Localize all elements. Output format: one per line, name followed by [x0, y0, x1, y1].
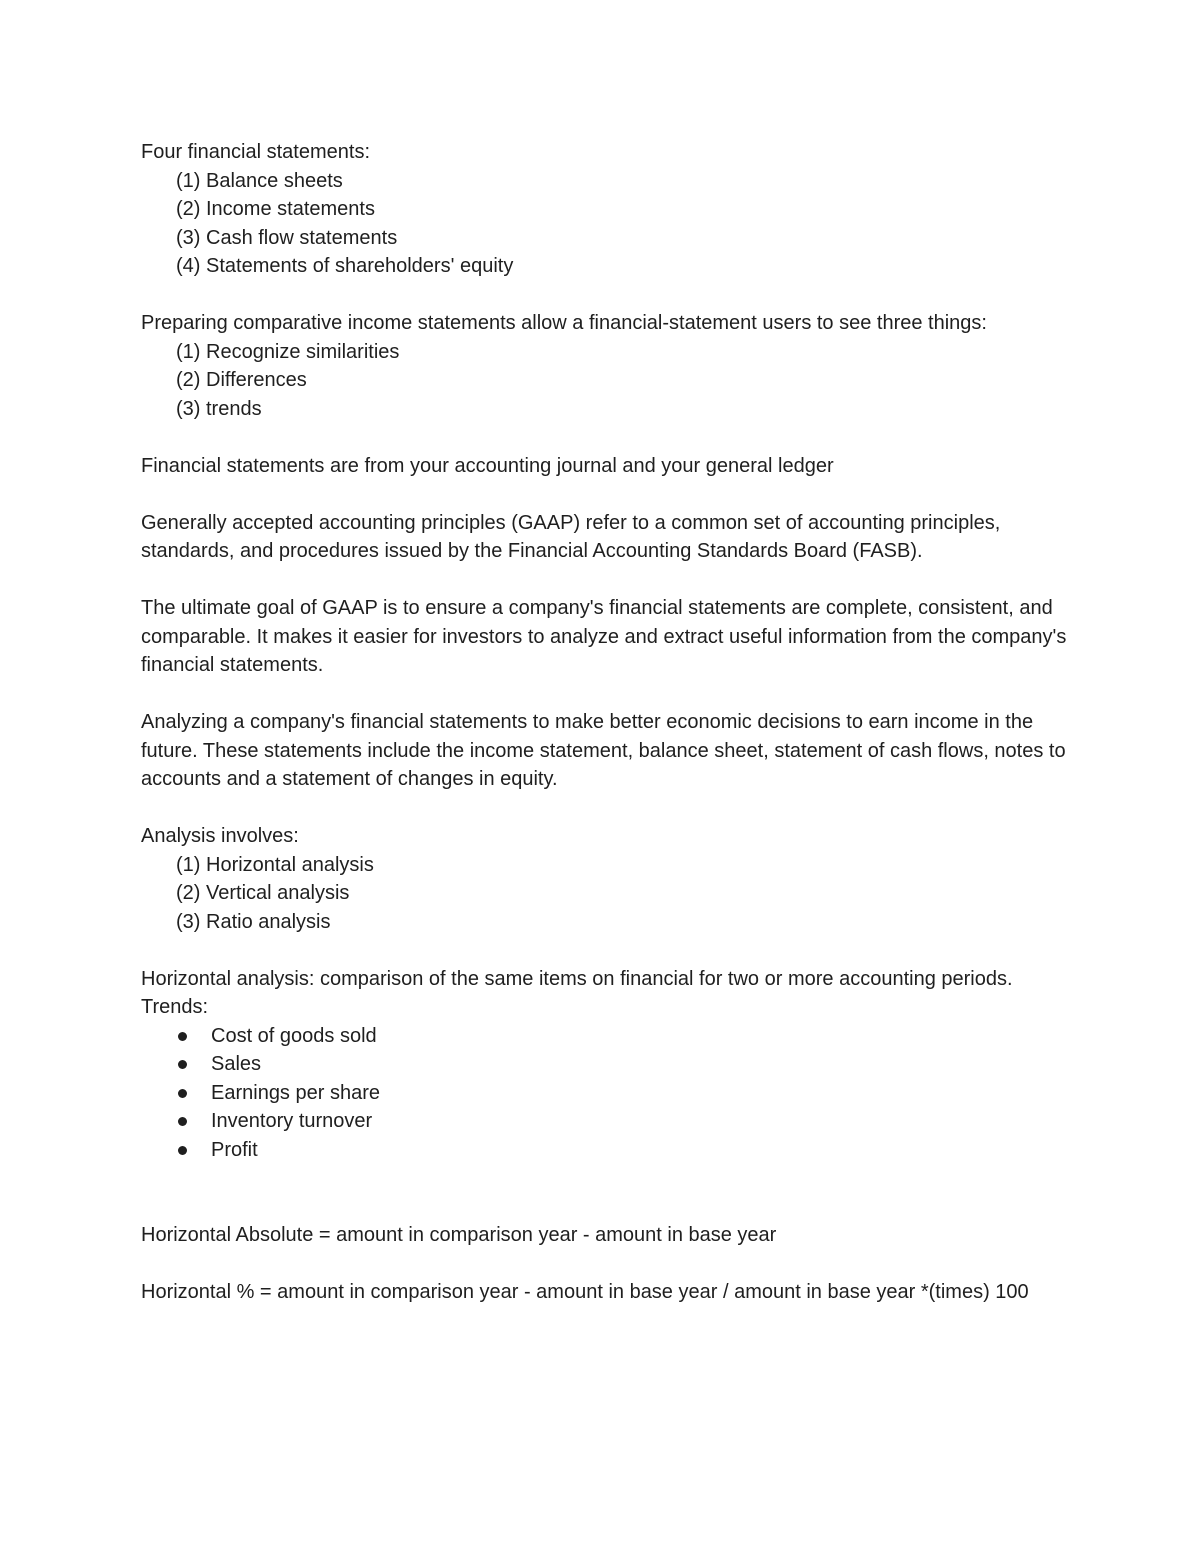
list-item: (1) Balance sheets — [176, 169, 343, 192]
list-item-text: Inventory turnover — [211, 1110, 373, 1132]
spacer — [141, 480, 1076, 509]
spacer — [141, 936, 1076, 965]
statements-list — [141, 167, 1076, 281]
list-item: (3) Cash flow statements — [176, 226, 398, 249]
spacer — [141, 1250, 1076, 1279]
analysis-list — [141, 851, 1076, 937]
bullet-icon — [178, 1089, 187, 1098]
list-item: (4) Statements of shareholders' equity — [176, 255, 514, 277]
comparative-heading: Preparing comparative income statements allow a financial-statement users to see three things: — [141, 312, 987, 334]
spacer — [141, 1164, 1076, 1221]
formula-absolute: Horizontal Absolute = amount in comparison year - amount in base year — [141, 1224, 777, 1246]
spacer — [141, 566, 1076, 595]
horizontal-definition: Horizontal analysis: comparison of the same items on financial for two or more accounting periods. — [141, 967, 1013, 990]
list-item: (1) Recognize similarities — [176, 340, 400, 363]
spacer — [141, 423, 1076, 452]
list-item — [141, 1107, 1076, 1136]
bullet-icon — [178, 1117, 187, 1126]
list-item: (3) Ratio analysis — [176, 910, 331, 933]
list-item-text: Profit — [211, 1138, 258, 1161]
spacer — [141, 281, 1076, 310]
list-item: (2) Vertical analysis — [176, 882, 350, 904]
list-item — [141, 1136, 1076, 1165]
formula-percent: Horizontal % = amount in comparison year - amount in base year / amount in base year *(times) 100 — [141, 1281, 1029, 1303]
bullet-icon — [178, 1060, 187, 1069]
analysis-heading: Analysis involves: — [141, 825, 299, 847]
list-item — [141, 1022, 1076, 1051]
list-item: (2) Differences — [176, 369, 307, 391]
source-paragraph: Financial statements are from your accounting journal and your general ledger — [141, 454, 834, 477]
list-item-text: Cost of goods sold — [211, 1024, 377, 1047]
statements-heading: Four financial statements: — [141, 141, 370, 163]
comparative-list — [141, 338, 1076, 424]
list-item: (2) Income statements — [176, 198, 375, 220]
document-page — [141, 138, 1076, 1307]
list-item-text: Earnings per share — [211, 1081, 380, 1104]
list-item-text: Sales — [211, 1053, 262, 1075]
list-item — [141, 1079, 1076, 1108]
trends-list — [141, 1022, 1076, 1165]
bullet-icon — [178, 1032, 187, 1041]
trends-label: Trends: — [141, 996, 209, 1018]
gaap-definition-paragraph: Generally accepted accounting principles (GAAP) refer to a common set of accounting principles, standards, and procedures issued by the Financial Accounting Standards Board (FASB). — [141, 511, 1001, 562]
list-item: (3) trends — [176, 397, 262, 420]
spacer — [141, 794, 1076, 823]
bullet-icon — [178, 1146, 187, 1155]
spacer — [141, 680, 1076, 709]
gaap-goal-paragraph: The ultimate goal of GAAP is to ensure a company's financial statements are complete, consistent, and comparable. It makes it easier for investors to analyze and extract useful information from the company's financial statements. — [141, 597, 1067, 676]
analyzing-paragraph: Analyzing a company's financial statements to make better economic decisions to earn income in the future. These statements include the income statement, balance sheet, statement of cash flows, notes to accounts and a statement of changes in equity. — [141, 711, 1066, 790]
list-item — [141, 1050, 1076, 1079]
list-item: (1) Horizontal analysis — [176, 853, 374, 876]
